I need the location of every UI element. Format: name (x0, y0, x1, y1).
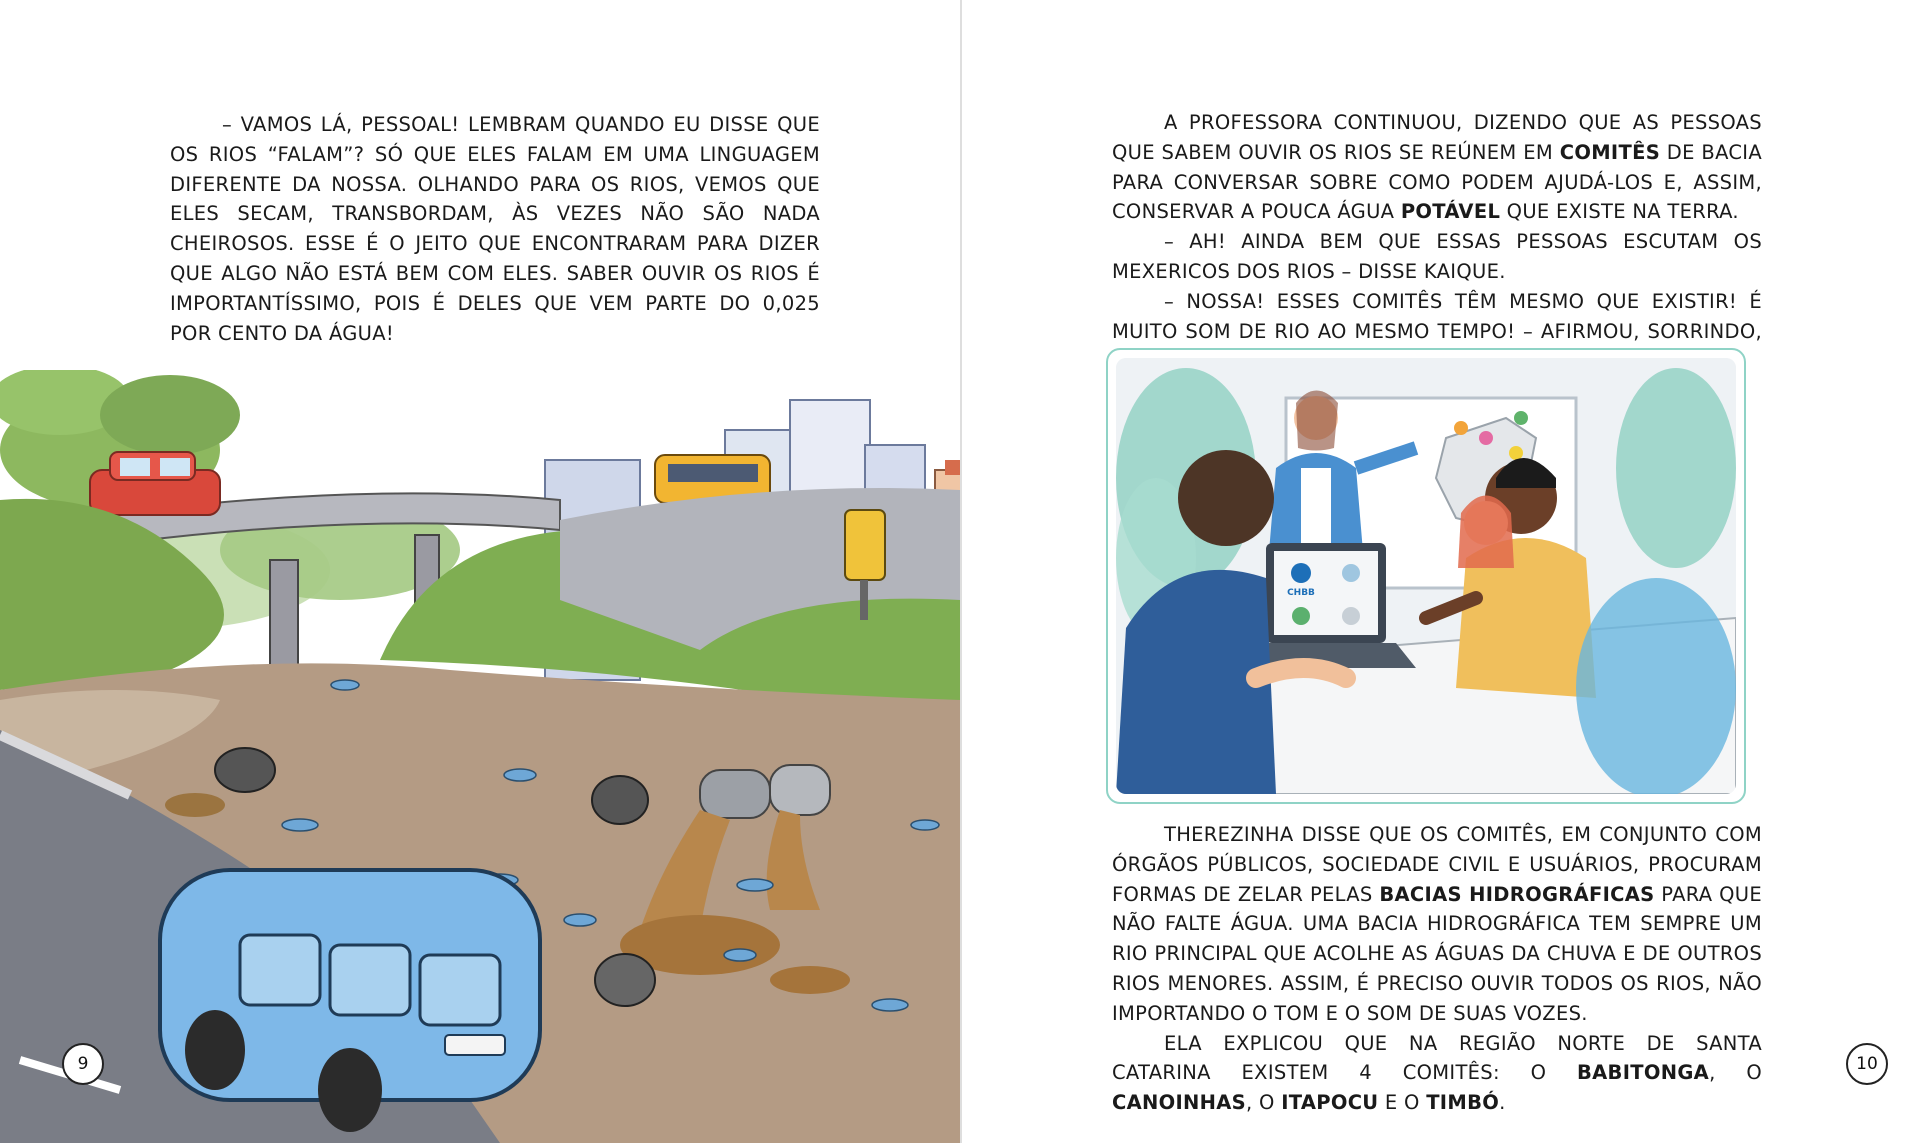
right-page-bottom-text (1112, 820, 1762, 1118)
paragraph-santa-catarina: ELA EXPLICOU QUE NA REGIÃO NORTE DE SANTA CATARINA EXISTEM 4 COMITÊS: O BABITONGA, O CANOINHAS, O ITAPOCU E O TIMBÓ. (1112, 1031, 1762, 1115)
polluted-river-illustration (0, 370, 960, 1143)
right-page-lower (962, 0, 1920, 1143)
bold-canoinhas: CANOINHAS (1112, 1091, 1247, 1115)
page-number: 9 (62, 1043, 104, 1085)
bold-potavel: POTÁVEL (1400, 200, 1501, 224)
bold-babitonga: BABITONGA (1577, 1061, 1710, 1085)
left-page-text (170, 110, 820, 348)
paragraph-kaique: – AH! AINDA BEM QUE ESSAS PESSOAS ESCUTAM OS MEXERICOS DOS RIOS – DISSE KAIQUE. (1112, 230, 1762, 283)
laptop-logo-text: CHBB (1287, 588, 1315, 598)
bold-timbo: TIMBÓ (1426, 1091, 1500, 1115)
blue-van (160, 870, 540, 1132)
paragraph-committees: A PROFESSORA CONTINUOU, DIZENDO QUE AS PESSOAS QUE SABEM OUVIR OS RIOS SE REÚNEM EM COMITÊS DE BACIA PARA CONVERSAR SOBRE COMO PODEM AJUDÁ-LOS E, ASSIM, CONSERVAR A POUCA ÁGUA POTÁVEL QUE EXISTE NA TERRA. (1112, 111, 1762, 224)
bold-bacias: BACIAS HIDROGRÁFICAS (1379, 882, 1655, 906)
paragraph-therezinha: THEREZINHA DISSE QUE OS COMITÊS, EM CONJUNTO COM ÓRGÃOS PÚBLICOS, SOCIEDADE CIVIL E USUÁRIOS, PROCURAM FORMAS DE ZELAR PELAS BACIAS HIDROGRÁFICAS PARA QUE NÃO FALTE ÁGUA. UMA BACIA HIDROGRÁFICA TEM SEMPRE UM RIO PRINCIPAL QUE ACOLHE AS ÁGUAS DA CHUVA E DE OUTROS RIOS MENORES. ASSIM, É PRECISO OUVIR TODOS OS RIOS, NÃO IMPORTANDO O TOM E O SOM DE SUAS VOZES. (1112, 823, 1763, 1025)
page-number: 10 (1846, 1043, 1888, 1085)
bold-comites: COMITÊS (1559, 140, 1661, 164)
paragraph-janaina: – NOSSA! ESSES COMITÊS TÊM MESMO QUE EXISTIR! É MUITO SOM DE RIO AO MESMO TEMPO! – AFIRMOU, SORRINDO, (1112, 289, 1762, 343)
paragraph-teacher-speech: – VAMOS LÁ, PESSOAL! LEMBRAM QUANDO EU DISSE QUE OS RIOS “FALAM”? SÓ QUE ELES FALAM EM UMA LINGUAGEM DIFERENTE DA NOSSA. OLHANDO PARA OS RIOS, VEMOS QUE ELES SECAM, TRANSBORDAM, ÀS VEZES NÃO SÃO NADA CHEIROSOS. ESSE É O JEITO QUE ENCONTRARAM PARA DIZER QUE ALGO NÃO ESTÁ BEM COM ELES. SABER OUVIR OS RIOS É IMPORTANTÍSSIMO, POIS É DELES QUE VEM PARTE DO 0,025 POR CENTO DA ÁGUA! (170, 113, 820, 345)
bold-itapocu: ITAPOCU (1281, 1091, 1379, 1115)
